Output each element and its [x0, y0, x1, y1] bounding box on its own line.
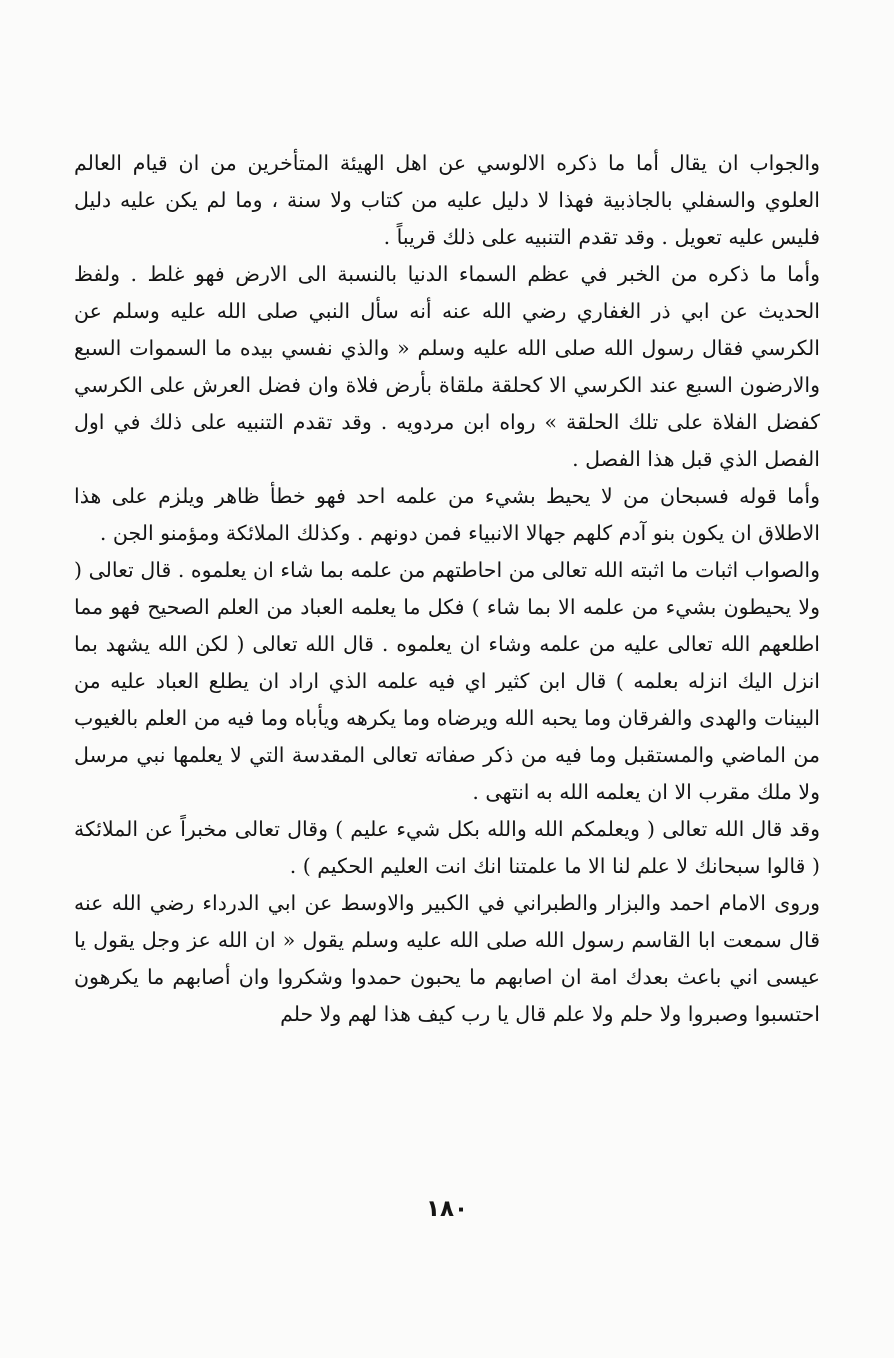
- page-number: ١٨٠: [425, 1196, 469, 1222]
- paragraph-5: وقد قال الله تعالى ( ويعلمكم الله والله بكل شيء عليم ) وقال تعالى مخبراً عن الملائكة ( قالوا سبحانك لا علم لنا الا ما علمتنا انك انت العليم الحكيم ) .: [74, 817, 820, 878]
- paragraph-6: وروى الامام احمد والبزار والطبراني في الكبير والاوسط عن ابي الدرداء رضي الله عنه قال سمعت ابا القاسم رسول الله صلى الله عليه وسلم يقول « ان الله عز وجل يقول يا عيسى اني باعث بعدك امة ان اصابهم ما يحبون حمدوا وشكروا وان أصابهم ما يكرهون احتسبوا وصبروا ولا حلم ولا علم قال يا رب كيف هذا لهم ولا حلم: [74, 891, 820, 1026]
- paragraph-2: وأما ما ذكره من الخبر في عظم السماء الدنيا بالنسبة الى الارض فهو غلط . ولفظ الحديث عن ابي ذر الغفاري رضي الله عنه أنه سأل النبي صلى الله عليه وسلم عن الكرسي فقال رسول الله صلى الله عليه وسلم « والذي نفسي بيده ما السموات السبع والارضون السبع عند الكرسي الا كحلقة ملقاة بأرض فلاة وان فضل العرش على الكرسي كفضل الفلاة على تلك الحلقة » رواه ابن مردويه . وقد تقدم التنبيه على ذلك في اول الفصل الذي قبل هذا الفصل .: [74, 262, 820, 471]
- paragraph-4: والصواب اثبات ما اثبته الله تعالى من احاطتهم من علمه بما شاء ان يعلموه . قال تعالى ( ولا يحيطون بشيء من علمه الا بما شاء ) فكل ما يعلمه العباد من العلم الصحيح فهو مما اطلعهم الله تعالى عليه من علمه وشاء ان يعلموه . قال الله تعالى ( لكن الله يشهد بما انزل اليك انزله بعلمه ) قال ابن كثير اي فيه علمه الذي اراد ان يطلع العباد عليه من البينات والهدى والفرقان وما يحبه الله ويرضاه وما يكرهه ويأباه وما فيه من العلم بالغيوب من الماضي والمستقبل وما فيه من ذكر صفاته تعالى المقدسة التي لا يعلمها نبي مرسل ولا ملك مقرب الا ان يعلمه الله به انتهى .: [74, 558, 820, 804]
- paragraph-1: والجواب ان يقال أما ما ذكره الالوسي عن اهل الهيئة المتأخرين من ان قيام العالم العلوي والسفلي بالجاذبية فهذا لا دليل عليه من كتاب ولا سنة ، وما لم يكن عليه دليل فليس عليه تعويل . وقد تقدم التنبيه على ذلك قريباً .: [74, 151, 820, 249]
- paragraph-3: وأما قوله فسبحان من لا يحيط بشيء من علمه احد فهو خطأ ظاهر ويلزم على هذا الاطلاق ان يكون بنو آدم كلهم جهالا الانبياء فمن دونهم . وكذلك الملائكة ومؤمنو الجن .: [74, 484, 820, 545]
- body-text: [74, 145, 820, 1033]
